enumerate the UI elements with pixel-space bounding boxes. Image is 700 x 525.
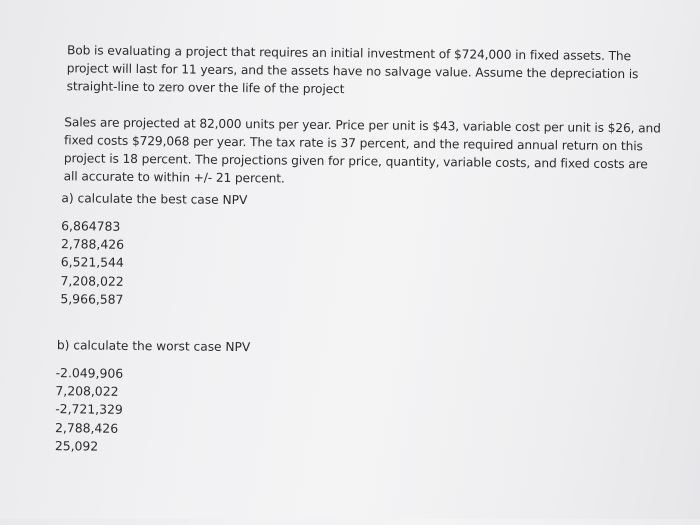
question-b-option: -2,721,329 xyxy=(55,401,123,418)
question-a-option: 6,521,544 xyxy=(60,254,124,271)
problem-paragraph-1: Bob is evaluating a project that requires an initial investment of $724,000 in fixed assets. The project will last for 11 years, and the assets have no salvage value. Assume the depreciation is straight-line to zero over the life of the project xyxy=(66,43,639,97)
question-a-option: 5,966,587 xyxy=(60,290,124,307)
problem-paragraph-2: Sales are projected at 82,000 units per year. Price per unit is $43, variable cost per unit is $26, and fixed costs $729,068 per year. The tax rate is 37 percent, and the required annual return on this project is 18 percent. The projections given for price, quantity, variable costs, and fixed costs are all accurate to within +/- 21 percent. xyxy=(63,115,661,186)
question-a-prompt: a) calculate the best case NPV xyxy=(61,191,248,208)
question-b-options xyxy=(55,364,123,456)
question-a-option: 2,788,426 xyxy=(60,236,125,253)
question-a-option: 6,864783 xyxy=(61,218,121,234)
question-b-prompt: b) calculate the worst case NPV xyxy=(56,338,251,355)
question-b-option: 2,788,426 xyxy=(54,419,119,436)
question-a-options xyxy=(60,217,124,309)
question-b-option: -2.049,906 xyxy=(55,365,124,381)
question-b-option: 7,208,022 xyxy=(55,383,119,399)
question-a-option: 7,208,022 xyxy=(60,272,124,289)
question-b-option: 25,092 xyxy=(54,437,99,454)
